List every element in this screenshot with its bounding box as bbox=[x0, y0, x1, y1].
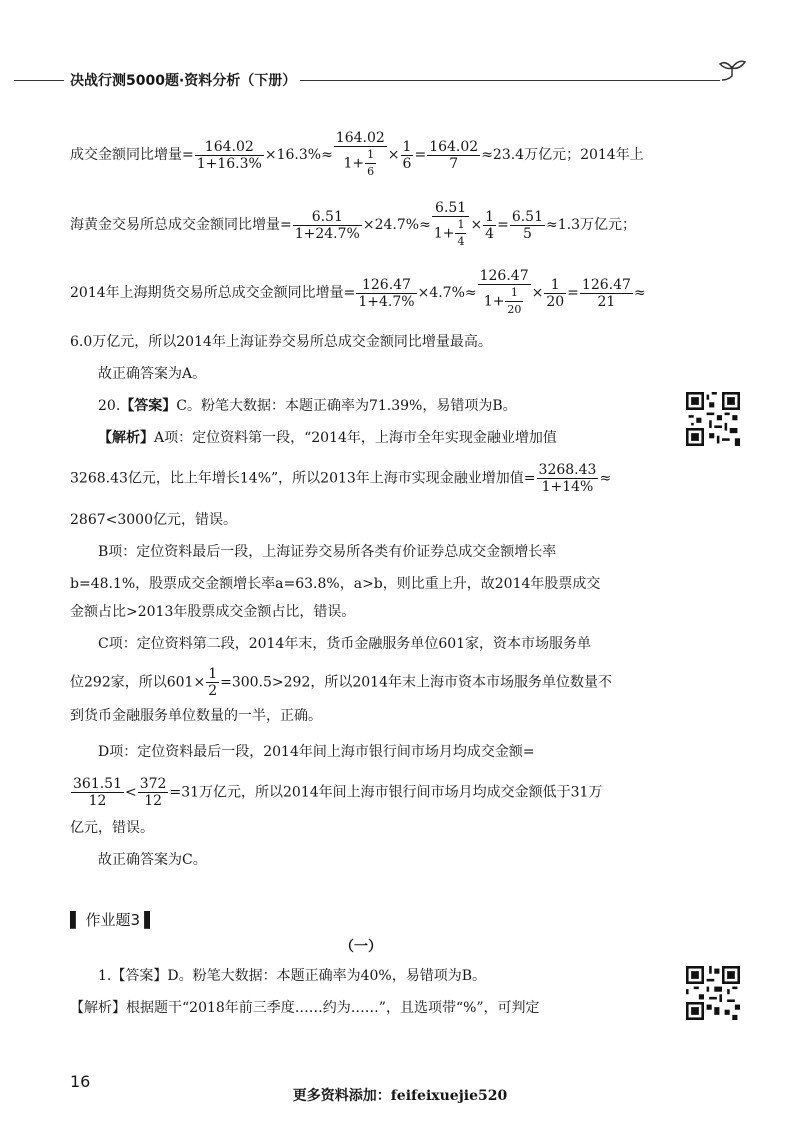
fraction: $\frac{1}{6}$ bbox=[402, 138, 412, 172]
fraction: $\frac{164.02}{7}$ bbox=[429, 138, 479, 172]
q20-analysis-a1: 【解析】A项：定位资料第一段，“2014年，上海市全年实现金融业增加值 bbox=[98, 430, 557, 446]
conclusion-text: 6.0万亿元，所以2014年上海证券交易所总成交金额同比增量最高。 bbox=[70, 334, 492, 350]
fraction: $\frac{1}{20}$ bbox=[546, 276, 565, 310]
fraction: $\frac{164.02}{1+16.3\%}$ bbox=[196, 138, 262, 172]
q20-analysis-a2: 3268.43亿元，比上年增长14%”，所以2013年上海市实现金融业增加值= $\frac{3268.43}{1+14\%}$ ≈ bbox=[70, 462, 612, 495]
fraction: $\frac{1}{4}$ bbox=[485, 208, 495, 242]
q20-analysis-c2: 位292家，所以601× $\frac{1}{2}$ =300.5>292，所以2014年末上海市资本市场服务单位数量不 bbox=[70, 666, 612, 699]
q20-final-answer: 故正确答案为C。 bbox=[98, 852, 207, 868]
page-number: 16 bbox=[70, 1072, 91, 1091]
q20-analysis-a3: 2867<3000亿元，错误。 bbox=[70, 512, 237, 528]
header-rule-left bbox=[14, 80, 64, 81]
fraction: 126.47 1+ $\frac{1}{20}$ bbox=[479, 268, 529, 316]
fraction: $\frac{6.51}{1+24.7\%}$ bbox=[294, 208, 360, 242]
footer-text: 更多资料添加：feifeixuejie520 bbox=[292, 1088, 508, 1104]
fraction: $\frac{126.47}{21}$ bbox=[581, 276, 631, 310]
fraction: $\frac{1}{2}$ bbox=[208, 666, 218, 699]
answer-text: 故正确答案为A。 bbox=[98, 366, 207, 382]
section-subheading: （一） bbox=[340, 939, 382, 955]
fraction: $\frac{3268.43}{1+14\%}$ bbox=[538, 462, 597, 495]
qr-code-icon[interactable] bbox=[686, 392, 740, 446]
fraction: $\frac{361.51}{12}$ bbox=[73, 776, 122, 809]
q20-analysis-b1: B项：定位资料最后一段，上海证券交易所各类有价证券总成交金额增长率 bbox=[98, 544, 557, 560]
sprout-icon bbox=[718, 56, 746, 84]
formula-line-3: 2014年上海期货交易所总成交金额同比增量= $\frac{126.47}{1+4.7\%}$ ×4.7%≈ 126.47 1+ $\frac{1}{20}$ × $\frac{1}{20}$ = $\frac{126.47}{21}$ ≈ bbox=[70, 268, 646, 316]
fraction: $\frac{126.47}{1+4.7\%}$ bbox=[358, 276, 415, 310]
q20-analysis-d3: 亿元，错误。 bbox=[70, 820, 154, 836]
fraction: $\frac{372}{12}$ bbox=[139, 776, 167, 809]
q20-analysis-c3: 到货币金融服务单位数量的一半，正确。 bbox=[70, 708, 322, 724]
fraction: 6.51 1+ $\frac{1}{4}$ bbox=[432, 200, 470, 250]
fraction: $\frac{6.51}{5}$ bbox=[511, 208, 543, 242]
header-title: 决战行测5000题·资料分析（下册） bbox=[70, 73, 297, 89]
header-rule-right bbox=[300, 80, 720, 81]
formula-line-2: 海黄金交易所总成交金额同比增量= $\frac{6.51}{1+24.7\%}$ ×24.7%≈ 6.51 1+ $\frac{1}{4}$ × $\frac{1}{4}$ = $\frac{6.51}{5}$ ≈1.3万亿元； bbox=[70, 200, 636, 248]
qr-code-icon[interactable] bbox=[686, 966, 740, 1020]
fraction: 164.02 1+ $\frac{1}{6}$ bbox=[335, 130, 385, 178]
formula-line-1: 成交金额同比增量= $\frac{164.02}{1+16.3\%}$ ×16.3%≈ 164.02 1+ $\frac{1}{6}$ × $\frac{1}{6}$ = $\frac{164.02}{7}$ ≈23.4万亿元；2014年上 bbox=[70, 130, 644, 178]
q20-answer: 20.【答案】C。粉笔大数据：本题正确率为71.39%，易错项为B。 bbox=[98, 398, 517, 414]
q20-analysis-b2: b=48.1%，股票成交金额增长率a=63.8%，a>b，则比重上升，故2014年股票成交 bbox=[70, 576, 601, 592]
section-heading: ▌ 作业题3 ▌ bbox=[70, 911, 156, 929]
q20-analysis-d2: $\frac{361.51}{12}$ < $\frac{372}{12}$ =31万亿元，所以2014年间上海市银行间市场月均成交金额低于31万 bbox=[73, 776, 603, 809]
q1-answer: 1.【答案】D。粉笔大数据：本题正确率为40%，易错项为B。 bbox=[98, 968, 486, 984]
q1-analysis: 【解析】根据题干“2018年前三季度……约为……”，且选项带“%”，可判定 bbox=[70, 1000, 540, 1016]
q20-analysis-b3: 金额占比>2013年股票成交金额占比，错误。 bbox=[70, 604, 356, 620]
q20-analysis-d1: D项：定位资料最后一段，2014年间上海市银行间市场月均成交金额= bbox=[98, 744, 535, 760]
q20-analysis-c1: C项：定位资料第二段，2014年末，货币金融服务单位601家，资本市场服务单 bbox=[98, 636, 592, 652]
